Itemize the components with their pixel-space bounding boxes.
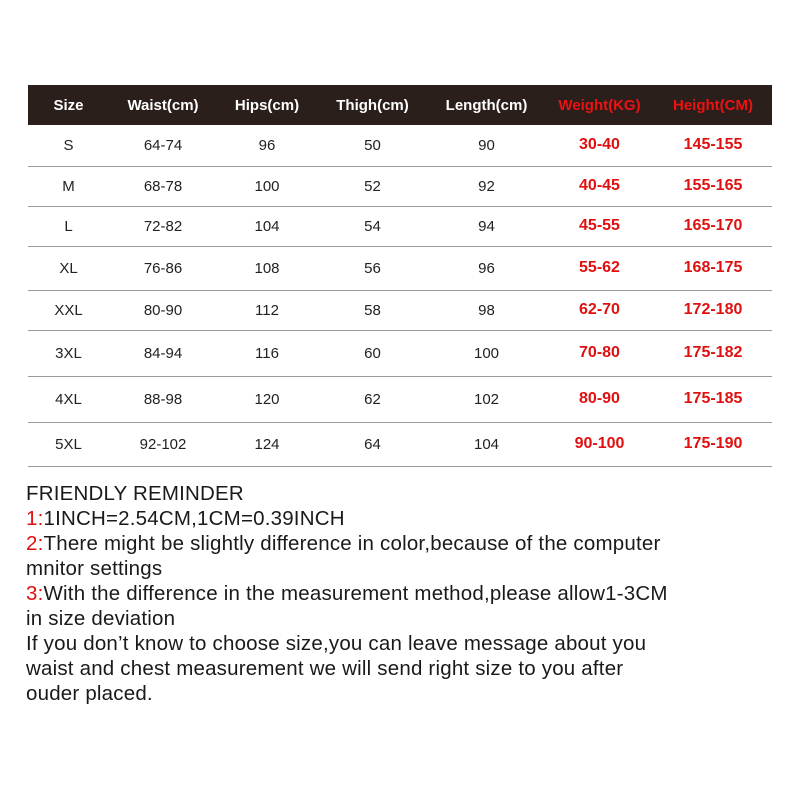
cell-size: L	[28, 206, 109, 246]
cell-length: 90	[428, 125, 545, 166]
reminder-text: There might be slightly difference in color,because of the computer	[43, 532, 661, 555]
cell-hips: 120	[217, 376, 317, 422]
cell-height: 145-155	[654, 125, 772, 166]
cell-thigh: 58	[317, 290, 428, 330]
header-weight: Weight(KG)	[545, 85, 654, 125]
size-chart-table	[28, 85, 772, 467]
table-row	[28, 422, 772, 466]
reminder-title: FRIENDLY REMINDER	[26, 482, 244, 505]
cell-weight: 40-45	[545, 166, 654, 206]
friendly-reminder	[26, 481, 786, 706]
cell-height: 155-165	[654, 166, 772, 206]
cell-size: 5XL	[28, 422, 109, 466]
cell-weight: 62-70	[545, 290, 654, 330]
reminder-item-1	[26, 506, 786, 531]
cell-weight: 70-80	[545, 330, 654, 376]
table-row	[28, 246, 772, 290]
cell-thigh: 64	[317, 422, 428, 466]
cell-waist: 92-102	[109, 422, 217, 466]
cell-waist: 80-90	[109, 290, 217, 330]
reminder-item-3	[26, 581, 786, 606]
cell-size: S	[28, 125, 109, 166]
cell-weight: 30-40	[545, 125, 654, 166]
cell-thigh: 52	[317, 166, 428, 206]
cell-size: M	[28, 166, 109, 206]
cell-hips: 108	[217, 246, 317, 290]
reminder-number: 1:	[26, 507, 44, 530]
cell-length: 104	[428, 422, 545, 466]
cell-hips: 100	[217, 166, 317, 206]
header-thigh: Thigh(cm)	[317, 85, 428, 125]
cell-length: 100	[428, 330, 545, 376]
cell-height: 175-182	[654, 330, 772, 376]
table-row	[28, 206, 772, 246]
reminder-number: 3:	[26, 582, 44, 605]
reminder-item-2-continued: mnitor settings	[26, 557, 163, 580]
cell-height: 175-190	[654, 422, 772, 466]
header-length: Length(cm)	[428, 85, 545, 125]
cell-length: 98	[428, 290, 545, 330]
cell-weight: 80-90	[545, 376, 654, 422]
reminder-closing-line-1: If you don’t know to choose size,you can leave message about you	[26, 632, 647, 655]
cell-thigh: 56	[317, 246, 428, 290]
cell-waist: 76-86	[109, 246, 217, 290]
cell-weight: 90-100	[545, 422, 654, 466]
reminder-text: 1INCH=2.54CM,1CM=0.39INCH	[43, 507, 345, 530]
cell-length: 96	[428, 246, 545, 290]
table-row	[28, 125, 772, 166]
table-row	[28, 290, 772, 330]
table-row	[28, 330, 772, 376]
cell-height: 175-185	[654, 376, 772, 422]
table-header-row	[28, 85, 772, 125]
cell-waist: 64-74	[109, 125, 217, 166]
cell-waist: 84-94	[109, 330, 217, 376]
cell-waist: 68-78	[109, 166, 217, 206]
reminder-closing-line-3: ouder placed.	[26, 682, 153, 705]
cell-height: 168-175	[654, 246, 772, 290]
cell-hips: 104	[217, 206, 317, 246]
reminder-number: 2:	[26, 532, 44, 555]
cell-thigh: 62	[317, 376, 428, 422]
cell-thigh: 54	[317, 206, 428, 246]
header-waist: Waist(cm)	[109, 85, 217, 125]
table-row	[28, 376, 772, 422]
reminder-item-2	[26, 531, 786, 556]
cell-weight: 45-55	[545, 206, 654, 246]
cell-hips: 96	[217, 125, 317, 166]
reminder-text: With the difference in the measurement method,please allow1-3CM	[43, 582, 668, 605]
header-height: Height(CM)	[654, 85, 772, 125]
cell-size: 4XL	[28, 376, 109, 422]
cell-length: 92	[428, 166, 545, 206]
cell-size: XL	[28, 246, 109, 290]
cell-waist: 88-98	[109, 376, 217, 422]
cell-size: 3XL	[28, 330, 109, 376]
cell-hips: 124	[217, 422, 317, 466]
cell-length: 94	[428, 206, 545, 246]
header-hips: Hips(cm)	[217, 85, 317, 125]
cell-weight: 55-62	[545, 246, 654, 290]
cell-height: 172-180	[654, 290, 772, 330]
cell-waist: 72-82	[109, 206, 217, 246]
cell-hips: 112	[217, 290, 317, 330]
cell-thigh: 50	[317, 125, 428, 166]
cell-size: XXL	[28, 290, 109, 330]
table-row	[28, 166, 772, 206]
header-size: Size	[28, 85, 109, 125]
cell-hips: 116	[217, 330, 317, 376]
cell-height: 165-170	[654, 206, 772, 246]
cell-thigh: 60	[317, 330, 428, 376]
cell-length: 102	[428, 376, 545, 422]
reminder-closing-line-2: waist and chest measurement we will send right size to you after	[26, 657, 624, 680]
reminder-item-3-continued: in size deviation	[26, 607, 176, 630]
